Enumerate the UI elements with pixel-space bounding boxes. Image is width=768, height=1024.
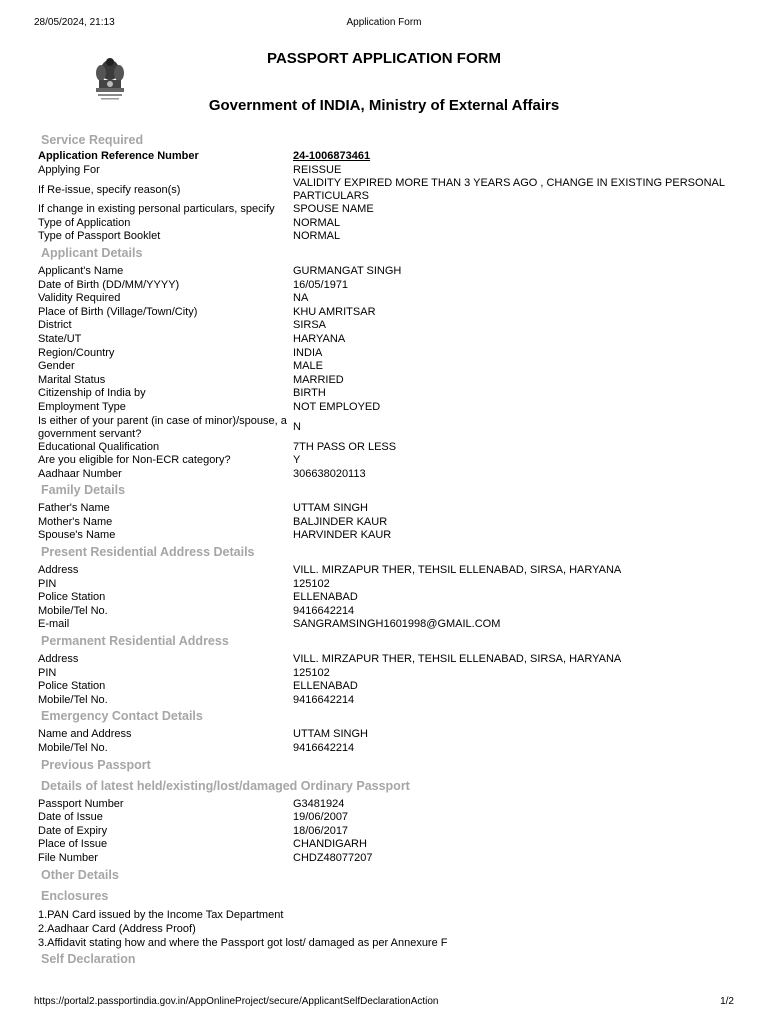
section-heading-enclosures: Enclosures bbox=[41, 888, 109, 903]
field-value: Y bbox=[293, 454, 301, 467]
field-value: N bbox=[293, 421, 301, 433]
field-value: 9416642214 bbox=[293, 693, 355, 706]
field-label: Address bbox=[38, 564, 79, 577]
field-row bbox=[38, 516, 738, 530]
enclosure-item: 2.Aadhaar Card (Address Proof) bbox=[38, 922, 196, 935]
field-value: NORMAL bbox=[293, 230, 341, 243]
print-header bbox=[34, 17, 734, 29]
field-row bbox=[38, 360, 738, 374]
field-label: PIN bbox=[38, 577, 57, 590]
field-label: Educational Qualification bbox=[38, 440, 160, 453]
field-row bbox=[38, 502, 738, 516]
field-label: Are you eligible for Non-ECR category? bbox=[38, 454, 231, 467]
field-row bbox=[38, 591, 738, 605]
field-value: KHU AMRITSAR bbox=[293, 305, 376, 318]
field-value: INDIA bbox=[293, 346, 323, 359]
field-value: ELLENABAD bbox=[293, 591, 358, 604]
field-value: BALJINDER KAUR bbox=[293, 515, 388, 528]
field-value: 306638020113 bbox=[293, 467, 366, 480]
field-label: Place of Issue bbox=[38, 838, 108, 851]
field-value: G3481924 bbox=[293, 797, 345, 810]
field-label: District bbox=[38, 319, 72, 332]
field-value: SIRSA bbox=[293, 319, 327, 332]
section-heading-service-required: Service Required bbox=[41, 133, 144, 147]
field-label: State/UT bbox=[38, 332, 82, 345]
field-row bbox=[38, 150, 738, 164]
field-row bbox=[38, 279, 738, 293]
field-label: Date of Expiry bbox=[38, 824, 108, 837]
field-value: SPOUSE NAME bbox=[293, 203, 374, 216]
field-value: CHANDIGARH bbox=[293, 838, 367, 851]
field-label: Name and Address bbox=[38, 728, 132, 741]
field-label: Mobile/Tel No. bbox=[38, 604, 108, 617]
field-value: 9416642214 bbox=[293, 604, 355, 617]
field-label: Mother's Name bbox=[38, 515, 113, 528]
field-value: UTTAM SINGH bbox=[293, 728, 368, 741]
field-row bbox=[38, 203, 738, 217]
field-value: MARRIED bbox=[293, 373, 344, 386]
section-heading-latest-passport: Details of latest held/existing/lost/damaged Ordinary Passport bbox=[41, 778, 410, 793]
field-value: MALE bbox=[293, 360, 323, 373]
field-row bbox=[38, 217, 738, 231]
field-row bbox=[38, 578, 738, 592]
section-heading-family-details: Family Details bbox=[41, 483, 126, 498]
field-row bbox=[38, 742, 738, 756]
field-label: Gender bbox=[38, 360, 75, 373]
field-value: 19/06/2007 bbox=[293, 811, 349, 824]
field-value: VALIDITY EXPIRED MORE THAN 3 YEARS AGO , CHANGE IN EXISTING PERSONAL PARTICULARS bbox=[293, 177, 725, 203]
field-label: Place of Birth (Village/Town/City) bbox=[38, 305, 198, 318]
field-label: Region/Country bbox=[38, 346, 115, 359]
field-value: HARVINDER KAUR bbox=[293, 529, 392, 542]
field-label: Applying For bbox=[38, 163, 100, 176]
form-content bbox=[38, 131, 738, 969]
print-url: https://portal2.passportindia.gov.in/AppOnlineProject/secure/ApplicantSelfDeclarationAction bbox=[34, 996, 439, 1007]
field-value: BIRTH bbox=[293, 387, 326, 400]
field-label: Address bbox=[38, 653, 79, 666]
field-label: Police Station bbox=[38, 680, 106, 693]
field-label: PIN bbox=[38, 666, 57, 679]
field-label: If Re-issue, specify reason(s) bbox=[38, 183, 181, 196]
print-page-number: 1/2 bbox=[720, 996, 734, 1007]
field-row bbox=[38, 468, 738, 482]
field-row bbox=[38, 667, 738, 681]
field-row bbox=[38, 387, 738, 401]
field-label: Police Station bbox=[38, 591, 106, 604]
field-value: HARYANA bbox=[293, 332, 346, 345]
field-value: NA bbox=[293, 292, 309, 305]
application-reference-number: 24-1006873461 bbox=[293, 150, 371, 162]
field-row bbox=[38, 680, 738, 694]
field-label: Spouse's Name bbox=[38, 529, 116, 542]
field-row bbox=[38, 164, 738, 178]
field-label: Father's Name bbox=[38, 502, 110, 515]
section-heading-previous-passport: Previous Passport bbox=[41, 757, 151, 772]
field-row bbox=[38, 653, 738, 667]
section-heading-other-details: Other Details bbox=[41, 867, 119, 882]
field-value: ELLENABAD bbox=[293, 680, 358, 693]
field-value: 16/05/1971 bbox=[293, 278, 349, 291]
field-value: 7TH PASS OR LESS bbox=[293, 440, 397, 453]
enclosure-item: 1.PAN Card issued by the Income Tax Department bbox=[38, 908, 284, 921]
field-label: Mobile/Tel No. bbox=[38, 742, 108, 754]
field-value: REISSUE bbox=[293, 163, 342, 176]
field-label: Date of Birth (DD/MM/YYYY) bbox=[38, 278, 180, 291]
field-label: Citizenship of India by bbox=[38, 387, 146, 400]
field-label: Type of Passport Booklet bbox=[38, 230, 161, 243]
field-label: Application Reference Number bbox=[38, 150, 199, 162]
section-heading-present-address: Present Residential Address Details bbox=[41, 545, 255, 560]
field-row bbox=[38, 454, 738, 468]
enclosure-item: 3.Affidavit stating how and where the Passport got lost/ damaged as per Annexure F bbox=[38, 936, 448, 949]
field-value: 125102 bbox=[293, 577, 330, 590]
field-row bbox=[38, 825, 738, 839]
field-label: Type of Application bbox=[38, 216, 131, 229]
field-row bbox=[38, 605, 738, 619]
field-row bbox=[38, 441, 738, 455]
field-value: CHDZ48077207 bbox=[293, 851, 373, 864]
field-value: VILL. MIRZAPUR THER, TEHSIL ELLENABAD, SIRSA, HARYANA bbox=[293, 564, 622, 577]
field-value: NORMAL bbox=[293, 216, 341, 229]
field-label: File Number bbox=[38, 851, 98, 864]
field-label: Date of Issue bbox=[38, 811, 103, 824]
field-label: E-mail bbox=[38, 618, 70, 631]
field-row bbox=[38, 618, 738, 632]
field-label: Mobile/Tel No. bbox=[38, 693, 108, 706]
field-row bbox=[38, 230, 738, 244]
field-row bbox=[38, 415, 738, 441]
field-row bbox=[38, 374, 738, 388]
print-datetime: 28/05/2024, 21:13 bbox=[34, 17, 115, 28]
field-label: Aadhaar Number bbox=[38, 467, 122, 480]
section-heading-permanent-address: Permanent Residential Address bbox=[41, 634, 229, 649]
field-row bbox=[38, 529, 738, 543]
form-title: PASSPORT APPLICATION FORM bbox=[267, 50, 501, 67]
form-subtitle: Government of INDIA, Ministry of External Affairs bbox=[208, 97, 560, 114]
field-row bbox=[38, 306, 738, 320]
section-heading-self-declaration: Self Declaration bbox=[41, 951, 136, 966]
field-row bbox=[38, 798, 738, 812]
field-value: 9416642214 bbox=[293, 742, 355, 754]
field-value: NOT EMPLOYED bbox=[293, 400, 381, 413]
field-row bbox=[38, 319, 738, 333]
field-label: Employment Type bbox=[38, 400, 126, 413]
field-label: Is either of your parent (in case of minor)/spouse, a government servant? bbox=[38, 414, 287, 440]
field-row bbox=[38, 728, 738, 742]
field-row bbox=[38, 347, 738, 361]
field-row bbox=[38, 333, 738, 347]
field-value: SANGRAMSINGH1601998@GMAIL.COM bbox=[293, 618, 501, 631]
field-row bbox=[38, 694, 738, 708]
section-heading-emergency-contact: Emergency Contact Details bbox=[41, 709, 203, 724]
field-value: 18/06/2017 bbox=[293, 824, 349, 837]
field-row bbox=[38, 564, 738, 578]
field-row bbox=[38, 852, 738, 866]
section-heading-applicant-details: Applicant Details bbox=[41, 245, 143, 260]
print-page-title: Application Form bbox=[346, 17, 422, 28]
field-value: UTTAM SINGH bbox=[293, 502, 368, 515]
print-footer bbox=[34, 996, 734, 1008]
field-value: GURMANGAT SINGH bbox=[293, 264, 402, 277]
field-label: If change in existing personal particulars, specify bbox=[38, 203, 275, 216]
field-label: Marital Status bbox=[38, 373, 106, 386]
field-row bbox=[38, 292, 738, 306]
field-row bbox=[38, 838, 738, 852]
field-row bbox=[38, 811, 738, 825]
field-label: Passport Number bbox=[38, 797, 124, 810]
field-value: VILL. MIRZAPUR THER, TEHSIL ELLENABAD, SIRSA, HARYANA bbox=[293, 653, 622, 666]
field-row bbox=[38, 401, 738, 415]
field-row bbox=[38, 265, 738, 279]
field-label: Validity Required bbox=[38, 292, 121, 305]
field-row bbox=[38, 177, 738, 203]
field-label: Applicant's Name bbox=[38, 264, 124, 277]
field-value: 125102 bbox=[293, 666, 330, 679]
